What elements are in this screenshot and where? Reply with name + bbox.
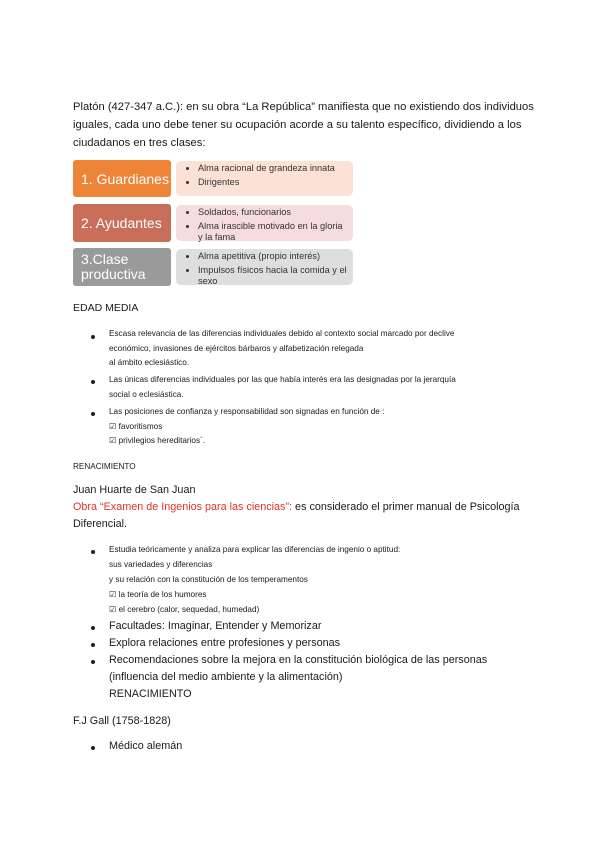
- list-item-line: sus variedades y diferencias: [109, 560, 213, 569]
- list-item: [109, 652, 549, 703]
- sub-item: [109, 434, 529, 449]
- checkbox-icon: ☑: [109, 590, 119, 599]
- list-item: [109, 405, 529, 449]
- list-item-line: Las únicas diferencias individuales por las que había interés era las designadas por la jerarquía: [109, 375, 456, 384]
- checkbox-icon: ☑: [109, 421, 119, 431]
- sub-item-text: favoritismos: [118, 421, 163, 431]
- class-label: 1. Guardianes: [81, 170, 169, 187]
- checkbox-icon: ☑: [109, 605, 119, 614]
- checkbox-icon: ☑: [109, 436, 119, 445]
- class-box-ayudantes: [73, 204, 171, 242]
- obra-desc-cont: Diferencial.: [73, 518, 128, 530]
- sub-item-text: el cerebro (calor, sequedad, humedad): [118, 605, 260, 614]
- list-item: [109, 373, 529, 402]
- list-item-line: Estudia teóricamente y analiza para explicar las diferencias de ingenio o aptitud:: [109, 545, 401, 554]
- section-heading-renacimiento: RENACIMIENTO: [73, 462, 136, 471]
- class-item: • Impulsos físicos hacia la comida y el sexo: [198, 265, 347, 288]
- intro-paragraph: Platón (427-347 a.C.): en su obra “La República” manifiesta que no existiendo dos individuos iguales, cada uno debe tener su ocupación acorde a su talento específico, dividiendo a los ciudadanos en tres clases:: [73, 101, 534, 149]
- list-item: Explora relaciones entre profesiones y personas: [109, 637, 341, 649]
- list-item-line: Escasa relevancia de las diferencias individuales debido al contexto social marcado por declive: [109, 329, 455, 338]
- class-desc-ayudantes: [176, 205, 353, 241]
- bullet-icon: [91, 746, 95, 750]
- obra-desc: es considerado el primer manual de Psicología: [292, 501, 520, 513]
- list-item-line: Recomendaciones sobre la mejora en la constitución biológica de las personas: [109, 654, 488, 666]
- gall-name: F.J Gall (1758-1828): [73, 715, 171, 727]
- class-item: • Dirigentes: [198, 177, 347, 189]
- list-item-line: RENACIMIENTO: [109, 688, 192, 700]
- list-item: [109, 327, 529, 371]
- class-item: • Soldados, funcionarios: [198, 207, 347, 219]
- bullet-icon: [91, 626, 95, 630]
- class-desc-productiva: [176, 249, 353, 285]
- sub-item-text: privilegios hereditarios´.: [118, 436, 206, 445]
- bullet-icon: [91, 335, 95, 339]
- class-box-guardianes: [73, 160, 171, 197]
- class-label: 2. Ayudantes: [81, 215, 162, 231]
- huarte-name: Juan Huarte de San Juan: [73, 484, 196, 496]
- class-desc-guardianes: [176, 161, 353, 196]
- sub-item: [109, 587, 539, 602]
- bullet-icon: [91, 412, 95, 416]
- bullet-icon: [91, 660, 95, 664]
- bullet-icon: [91, 550, 95, 554]
- class-item: • Alma racional de grandeza innata: [198, 163, 347, 175]
- class-item: • Alma apetitiva (propio interés): [198, 251, 347, 263]
- list-item-line: y su relación con la constitución de los temperamentos: [109, 575, 308, 584]
- class-label: 3.Clase productiva: [81, 251, 146, 282]
- sub-item: [109, 420, 529, 435]
- list-item-line: Las posiciones de confianza y responsabilidad son signadas en función de :: [109, 407, 385, 416]
- class-item: • Alma irascible motivado en la gloria y la fama: [198, 221, 347, 244]
- list-item: [109, 542, 539, 617]
- sub-item: [109, 602, 539, 617]
- list-item-line: al ámbito eclesiástico.: [109, 358, 190, 367]
- class-box-productiva: [73, 248, 171, 286]
- list-item-line: (influencia del medio ambiente y la alimentación): [109, 671, 343, 683]
- list-item-line: social o eclesiástica.: [109, 389, 184, 399]
- list-item: Médico alemán: [109, 740, 183, 752]
- section-heading-edad-media: EDAD MEDIA: [73, 302, 139, 314]
- obra-title: Obra “Examen de Ingenios para las ciencias”:: [73, 501, 293, 513]
- bullet-icon: [91, 380, 95, 384]
- list-item-line: económico, invasiones de ejércitos bárbaros y alfabetización relegada: [109, 343, 364, 353]
- bullet-icon: [91, 643, 95, 647]
- sub-item-text: la teoría de los humores: [118, 590, 207, 599]
- list-item: Facultades: Imaginar, Entender y Memorizar: [109, 620, 322, 632]
- huarte-obra: [73, 499, 543, 533]
